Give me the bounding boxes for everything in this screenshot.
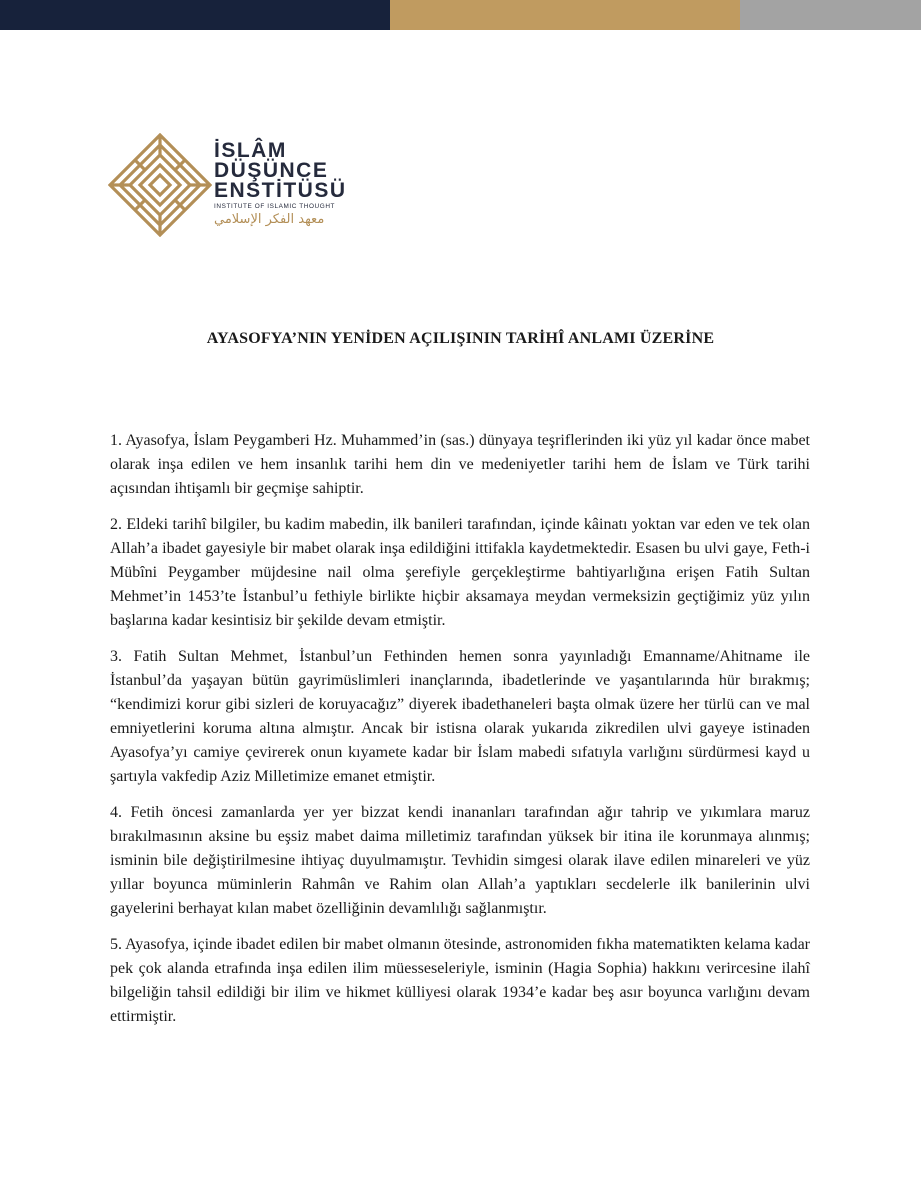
logo-subtitle: INSTITUTE OF ISLAMIC THOUGHT	[214, 203, 336, 210]
logo-wordmark	[214, 141, 347, 228]
geometric-knot-logo-icon	[108, 133, 212, 237]
institute-logo	[108, 133, 368, 238]
header-bar-gray-segment	[740, 0, 921, 30]
logo-line-1: İSLÂM	[214, 139, 287, 162]
paragraph-4: 4. Fetih öncesi zamanlarda yer yer bizzat kendi inananları tarafından ağır tahrip ve yıkımlara maruz bırakılmasının aksine bu eşsiz mabet daima milletimiz tarafından yüksek bir itina ile korunmaya alınmış; isminin bile değiştirilmesine ihtiyaç duyulmamıştır. Tevhidin simgesi olarak ilave edilen minareleri ve yüz yıllar boyunca müminlerin Rahmân ve Rahim olan Allah’a yaptıkları secdelerle ilk banilerinin ulvi gayelerini berhayat kılan mabet özelliğinin devamlılığı sağlanmıştır.	[110, 804, 810, 917]
document-body	[110, 429, 810, 1041]
header-bar-gold-segment	[390, 0, 740, 30]
paragraph-5: 5. Ayasofya, içinde ibadet edilen bir mabet olmanın ötesinde, astronomiden fıkha matematikten kelama kadar pek çok alanda etrafında inşa edilen ilim müesseseleriyle, isminin (Hagia Sophia) hakkını verircesine ilahî bilgeliğin tahsil edildiği bir ilim ve hikmet külliyesi olarak 1934’e kadar beş asır boyunca varlığını devam ettirmiştir.	[110, 936, 810, 1025]
header-color-bar	[0, 0, 921, 30]
paragraph-1: 1. Ayasofya, İslam Peygamberi Hz. Muhammed’in (sas.) dünyaya teşriflerinden iki yüz yıl kadar önce mabet olarak inşa edilen ve hem insanlık tarihi hem din ve medeniyetler tarihi hem de İslam ve Türk tarihi açısından ihtişamlı bir geçmişe sahiptir.	[110, 432, 810, 497]
logo-line-2: DÜŞÜNCE	[214, 159, 329, 182]
paragraph-3: 3. Fatih Sultan Mehmet, İstanbul’un Fethinden hemen sonra yayınladığı Emanname/Ahitname ile İstanbul’da yaşayan bütün gayrimüslimleri inançlarında, ibadetlerinde ve yaşantılarında hür bırakmış; “kendimizi korur gibi sizleri de koruyacağız” diyerek ibadethaneleri başta olmak üzere her türlü can ve mal emniyetlerini koruma altına almıştır. Ancak bir istisna olarak yukarıda zikredilen ulvi gayeye istinaden Ayasofya’yı camiye çevirerek onun kıyamete kadar bir İslam mabedi sıfatıyla varlığını sürdürmesi kayd u şartıyla vakfedip Aziz Milletimize emanet etmiştir.	[110, 648, 810, 785]
document-title: AYASOFYA’NIN YENİDEN AÇILIŞININ TARİHÎ ANLAMI ÜZERİNE	[206, 330, 715, 347]
logo-arabic-text: معهد الفكر الإسلامي	[214, 212, 325, 227]
logo-line-3: ENSTİTÜSÜ	[214, 179, 347, 202]
header-bar-navy-segment	[0, 0, 390, 30]
paragraph-2: 2. Eldeki tarihî bilgiler, bu kadim mabedin, ilk banileri tarafından, içinde kâinatı yoktan var eden ve tek olan Allah’a ibadet gayesiyle bir mabet olarak inşa edildiğini ittifakla kaydetmektedir. Esasen bu ulvi gaye, Feth-i Mübîni Peygamber müjdesine nail olma şerefiyle gerçekleştirme bahtiyarlığına erişen Fatih Sultan Mehmet’in 1453’te İstanbul’u fethiyle birlikte hiçbir aksamaya meydan vermeksizin geçtiğimiz yüz yılın başlarına kadar kesintisiz bir şekilde devam etmiştir.	[110, 516, 810, 629]
